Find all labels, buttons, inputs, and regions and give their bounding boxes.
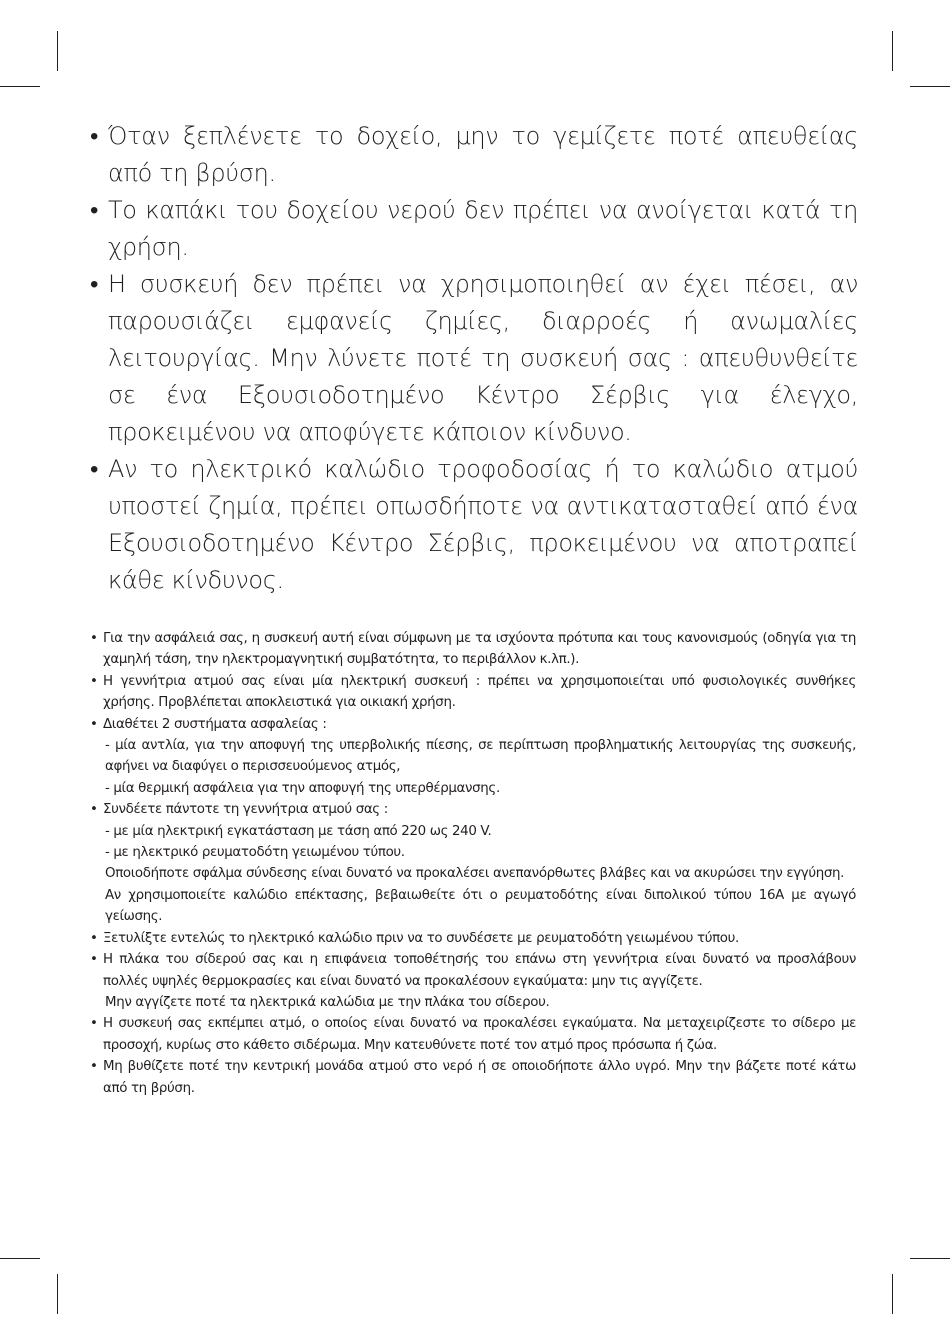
safety-item (90, 799, 856, 927)
safety-item (90, 1056, 856, 1099)
bullet-icon: • (90, 455, 99, 483)
safety-note: Μην αγγίζετε ποτέ τα ηλεκτρικά καλώδια με την πλάκα του σίδερου. (105, 994, 550, 1010)
crop-mark-bottom-right-vertical (892, 1274, 893, 1314)
safety-text: Διαθέτει 2 συστήματα ασφαλείας : (103, 716, 327, 732)
safety-subitem: - με ηλεκτρικό ρευματοδότη γειωμένου τύπου. (105, 845, 405, 861)
large-warning-text: Αν το ηλεκτρικό καλώδιο τροφοδοσίας ή το καλώδιο ατμού υποστεί ζημία, πρέπει οπωσδήποτε να αντικατασταθεί από ένα Εξουσιοδοτημένο Κέντρο Σέρβις, προκειμένου να αποτραπεί κάθε κίνδυνος. (108, 455, 858, 594)
crop-mark-top-right-vertical (892, 31, 893, 71)
safety-text: Η πλάκα του σίδερού σας και η επιφάνεια τοποθέτησής του επάνω στη γεννήτρια είναι δυνατό να προσλάβουν πολλές υψηλές θερμοκρασίες και είναι δυνατό να προκαλέσουν εγκαύματα: μην τις αγγίζετε. (103, 952, 856, 989)
large-warning-item (84, 451, 858, 599)
safety-text: Συνδέετε πάντοτε τη γεννήτρια ατμού σας : (103, 802, 388, 818)
safety-text: Η γεννήτρια ατμού σας είναι μία ηλεκτρική συσκευή : πρέπει να χρησιμοποιείται υπό φυσιολογικές συνθήκες χρήσης. Προβλέπεται αποκλειστικά για οικιακή χρήση. (103, 673, 856, 711)
large-warning-item (84, 118, 858, 192)
bullet-icon: • (90, 952, 98, 968)
bullet-icon: • (90, 716, 98, 732)
crop-mark-top-left-horizontal (0, 86, 40, 87)
bullet-icon: • (90, 1016, 98, 1032)
bullet-icon: • (90, 196, 99, 224)
safety-subitem: - μία αντλία, για την αποφυγή της υπερβολικής πίεσης, σε περίπτωση προβληματικής λειτουργίας της συσκευής, αφήνει να διαφύγει ο περισσευούμενος ατμός, (105, 738, 856, 775)
safety-item (90, 928, 856, 949)
crop-mark-bottom-left-horizontal (0, 1258, 40, 1259)
safety-text: Η συσκευή σας εκπέμπει ατμό, ο οποίος είναι δυνατό να προκαλέσει εγκαύματα. Να μεταχειρίζεστε το σίδερο με προσοχή, κυρίως στο κάθετο σιδέρωμα. Μην κατευθύνετε ποτέ τον ατμό προς πρόσωπα ή ζώα. (103, 1016, 856, 1053)
bullet-icon: • (90, 1059, 98, 1075)
bullet-icon: • (90, 270, 99, 298)
large-warning-item (84, 192, 858, 266)
safety-note: Οποιοδήποτε σφάλμα σύνδεσης είναι δυνατό να προκαλέσει ανεπανόρθωτες βλάβες και να ακυρώσει την εγγύηση. (105, 866, 845, 882)
safety-text: Μη βυθίζετε ποτέ την κεντρική μονάδα ατμού στο νερό ή σε οποιοδήποτε άλλο υγρό. Μην την βάζετε ποτέ κάτω από τη βρύση. (103, 1059, 856, 1096)
safety-subitem: - μία θερμική ασφάλεια για την αποφυγή της υπερθέρμανσης. (105, 780, 500, 796)
safety-item (90, 628, 856, 671)
bullet-icon: • (90, 673, 98, 689)
safety-item (90, 949, 856, 1013)
safety-text: Ξετυλίξτε εντελώς το ηλεκτρικό καλώδιο πριν να το συνδέσετε με ρευματοδότη γειωμένου τύπου. (103, 930, 739, 946)
bullet-icon: • (90, 930, 98, 946)
bullet-icon: • (90, 631, 98, 646)
bullet-icon: • (90, 122, 99, 150)
large-warning-text: Όταν ξεπλένετε το δοχείο, μην το γεμίζετε ποτέ απευθείας από τη βρύση. (108, 122, 858, 187)
bullet-icon: • (90, 802, 98, 818)
crop-mark-bottom-right-horizontal (910, 1258, 950, 1259)
crop-mark-top-left-vertical (57, 31, 58, 71)
large-warning-list (84, 118, 858, 599)
large-warning-item (84, 266, 858, 451)
large-warning-text: Το καπάκι του δοχείου νερού δεν πρέπει να ανοίγεται κατά τη χρήση. (108, 196, 858, 261)
safety-item (90, 671, 856, 714)
safety-item (90, 1013, 856, 1056)
crop-mark-top-right-horizontal (910, 86, 950, 87)
crop-mark-bottom-left-vertical (57, 1274, 58, 1314)
safety-item (90, 714, 856, 800)
safety-subitem: - με μία ηλεκτρική εγκατάσταση με τάση από 220 ως 240 V. (105, 823, 492, 839)
safety-text: Για την ασφάλειά σας, η συσκευή αυτή είναι σύμφωνη με τα ισχύοντα πρότυπα και τους κανονισμούς (οδηγία για τη χαμηλή τάση, την ηλεκτρομαγνητική συμβατότητα, το περιβάλλον κ.λπ.). (103, 631, 856, 668)
large-warning-text: Η συσκευή δεν πρέπει να χρησιμοποιηθεί αν έχει πέσει, αν παρουσιάζει εμφανείς ζημίες, διαρροές ή ανωμαλίες λειτουργίας. Μην λύνετε ποτέ τη συσκευή σας : απευθυνθείτε σε ένα Εξουσιοδοτημένο Κέντρο Σέρβις για έλεγχο, προκειμένου να αποφύγετε κάποιον κίνδυνο. (108, 270, 858, 446)
safety-instructions-list (90, 628, 856, 1099)
safety-note: Αν χρησιμοποιείτε καλώδιο επέκτασης, βεβαιωθείτε ότι ο ρευματοδότης είναι διπολικού τύπου 16A με αγωγό γείωσης. (105, 887, 856, 925)
